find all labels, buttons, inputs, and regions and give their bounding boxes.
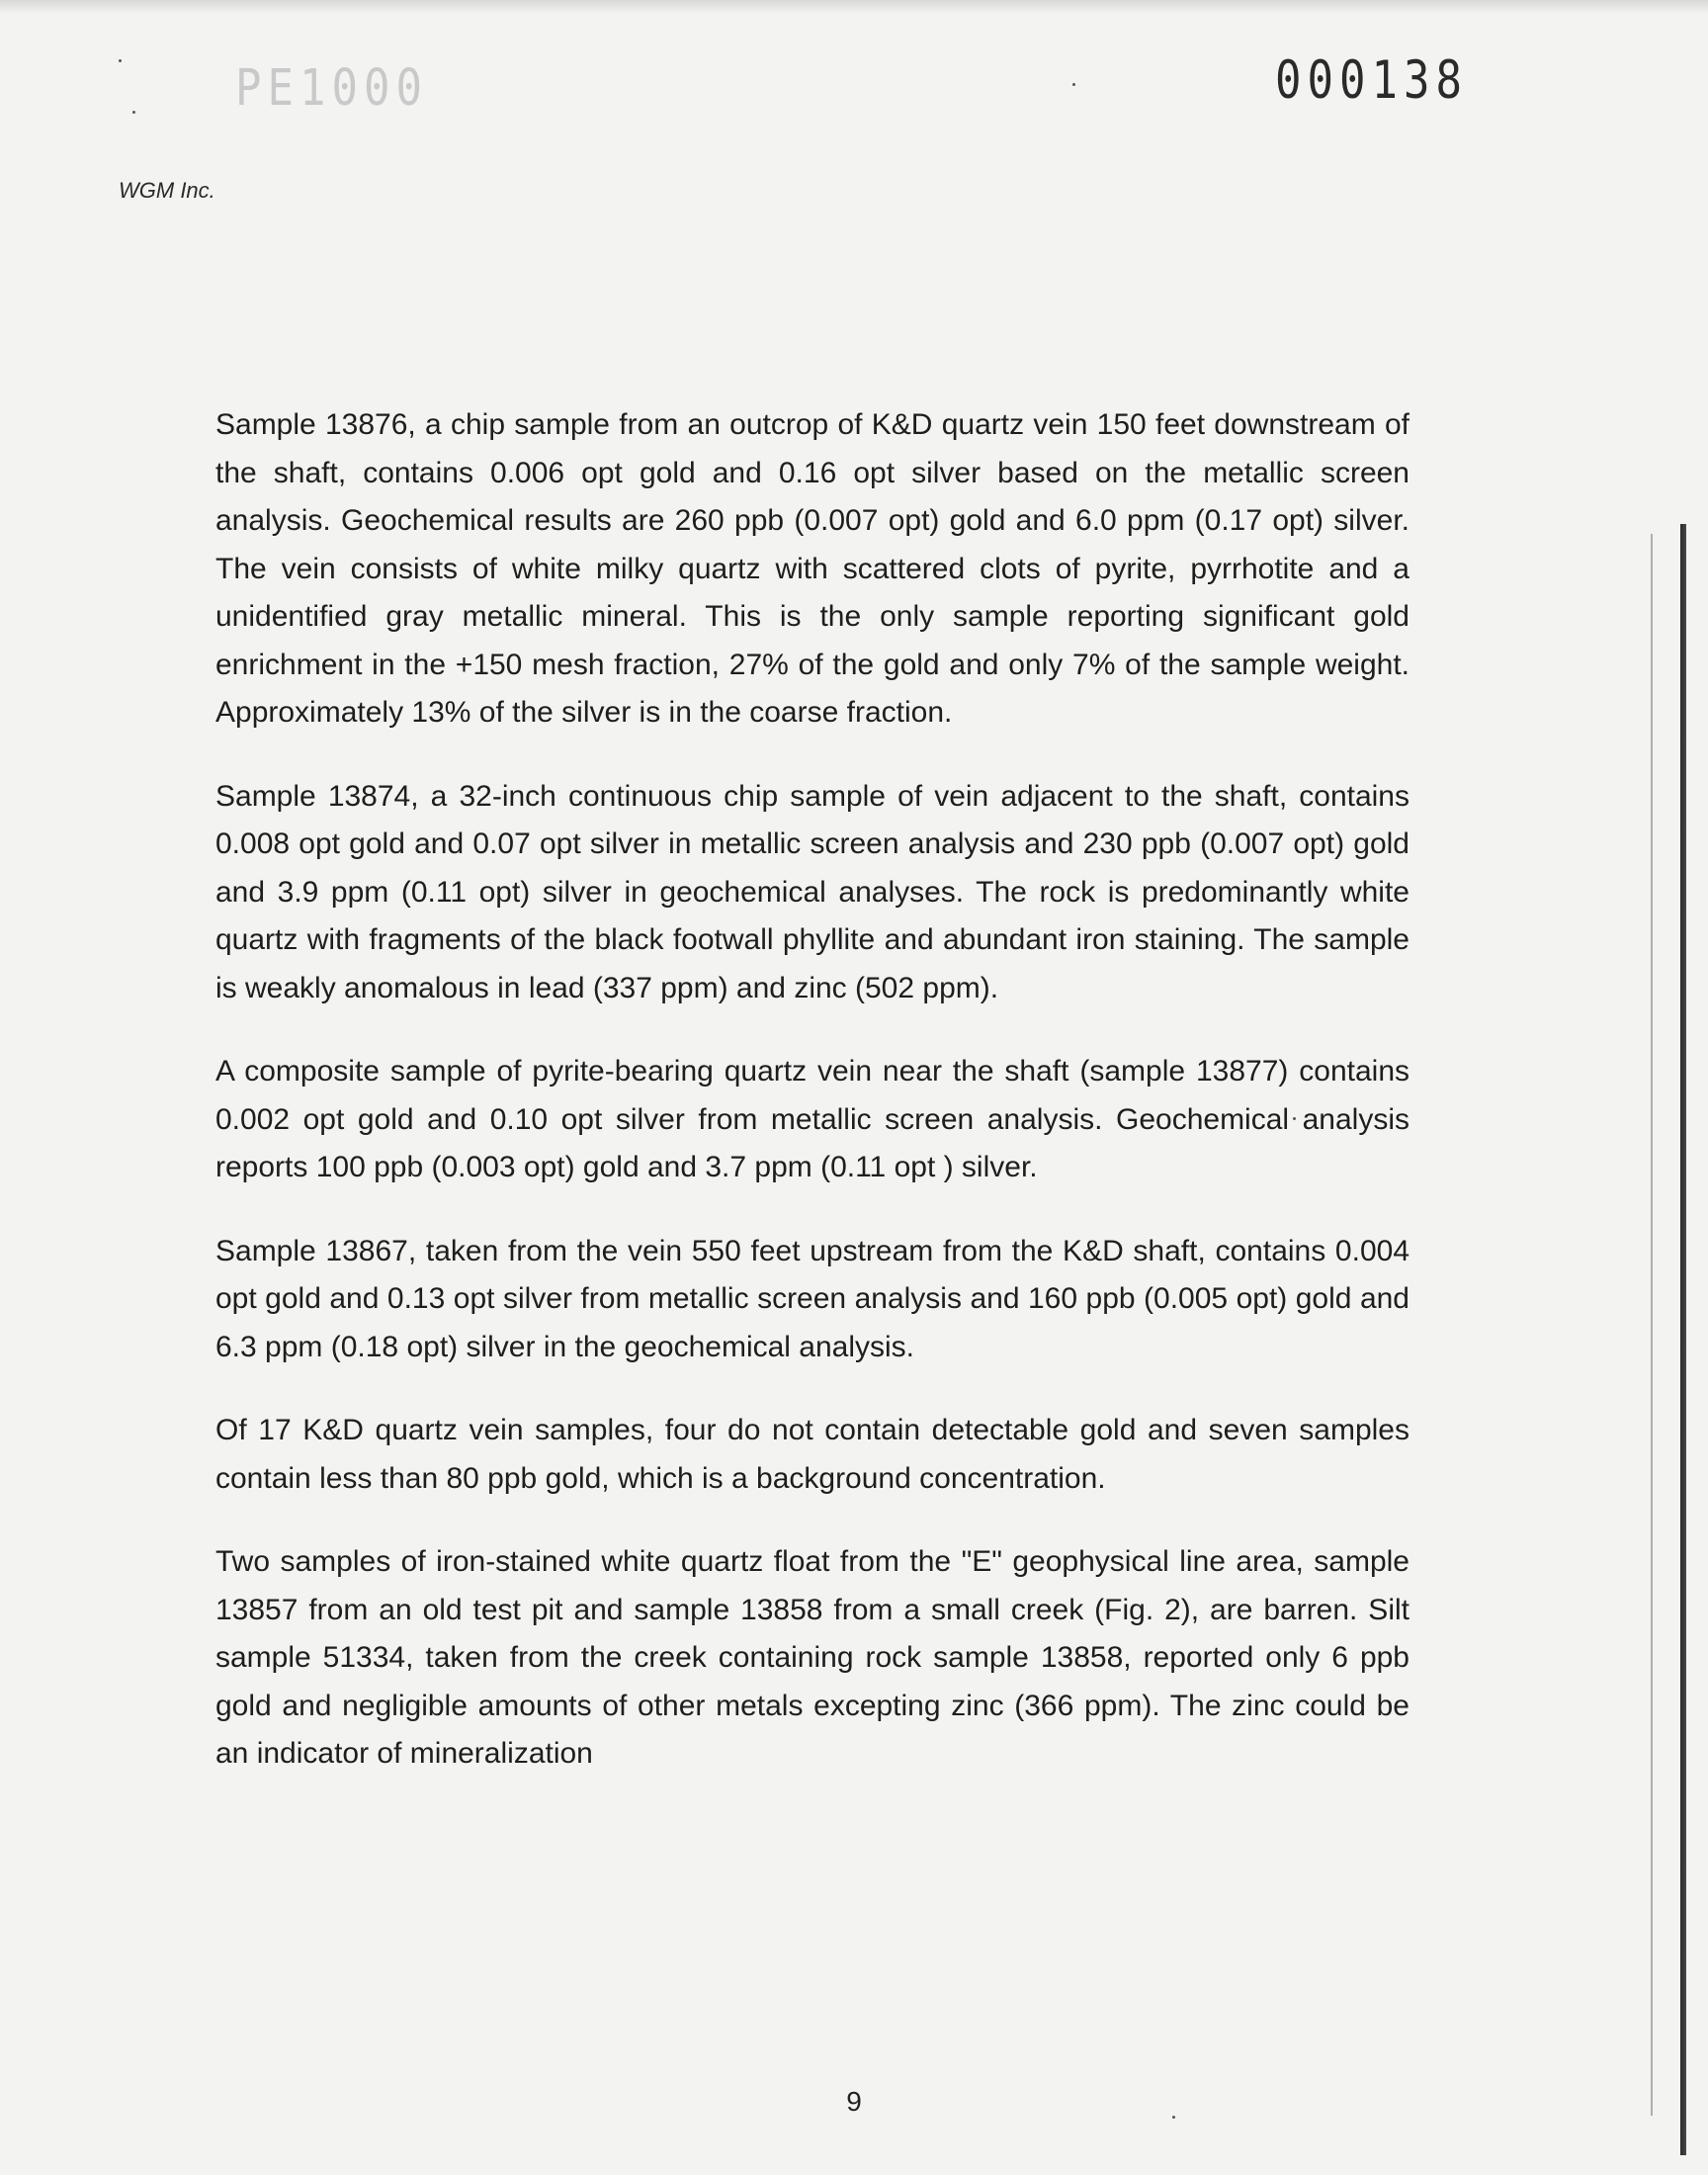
scan-top-edge [0,0,1708,14]
faded-stamp-number: PE1000 [235,59,428,118]
paragraph: Sample 13874, a 32-inch continuous chip sample of vein adjacent to the shaft, contains 0.008 opt gold and 0.07 opt silver in metallic screen analysis and 230 ppb (0.007 opt) gold and 3.9 ppm (0.11 opt) silver in geochemical analyses. The rock is predominantly white quartz with fragments of the black footwall phyllite and abundant iron staining. The sample is weakly anomalous in lead (337 ppm) and zinc (502 ppm). [215,779,1409,1004]
scan-speck [132,111,135,114]
paragraph: Two samples of iron-stained white quartz float from the "E" geophysical line area, sample 13857 from an old test pit and sample 13858 from a small creek (Fig. 2), are barren. Silt sample 51334, taken from the creek containing rock sample 13858, reported only 6 ppb gold and negligible amounts of other metals excepting zinc (366 ppm). The zinc could be an indicator of mineralization [215,1545,1409,1770]
scan-right-edge [1680,524,1686,2155]
scan-speck [1072,83,1075,86]
scan-speck [119,59,122,62]
document-stamp-number: 000138 [1275,49,1468,112]
paragraph: A composite sample of pyrite-bearing quartz vein near the shaft (sample 13877) contains 0.002 opt gold and 0.10 opt silver from metallic screen analysis. Geochemical analysis reports 100 ppb (0.003 opt) gold and 3.7 ppm (0.11 opt ) silver. [215,1055,1409,1183]
scan-right-edge-line [1651,534,1653,2116]
page-number: 9 [846,2086,862,2117]
paragraph: Of 17 K&D quartz vein samples, four do not contain detectable gold and seven samples contain less than 80 ppb gold, which is a background concentration. [215,1414,1409,1495]
company-name: WGM Inc. [119,178,215,203]
paragraph: Sample 13867, taken from the vein 550 feet upstream from the K&D shaft, contains 0.004 opt gold and 0.13 opt silver from metallic screen analysis and 160 ppb (0.005 opt) gold and 6.3 ppm (0.18 opt) silver in the geochemical analysis. [215,1234,1409,1363]
paragraph: Sample 13876, a chip sample from an outcrop of K&D quartz vein 150 feet downstream of the shaft, contains 0.006 opt gold and 0.16 opt silver based on the metallic screen analysis. Geochemical results are 260 ppb (0.007 opt) gold and 6.0 ppm (0.17 opt) silver. The vein consists of white milky quartz with scattered clots of pyrite, pyrrhotite and a unidentified gray metallic mineral. This is the only sample reporting significant gold enrichment in the +150 mesh fraction, 27% of the gold and only 7% of the sample weight. Approximately 13% of the silver is in the coarse fraction. [215,408,1409,729]
body-text [215,401,1409,1814]
